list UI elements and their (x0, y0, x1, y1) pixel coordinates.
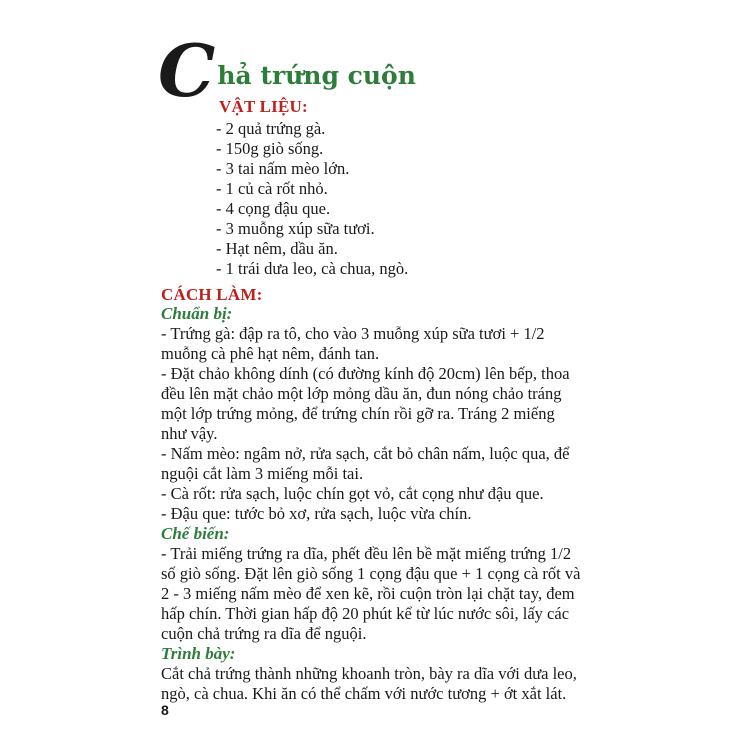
prep-line: - Cà rốt: rửa sạch, luộc chín gọt vỏ, cắt cọng như đậu que. (161, 484, 544, 503)
prep-heading: Chuẩn bị: (161, 304, 233, 323)
prep-line: - Đặt chảo không dính (có đường kính độ 20cm) lên bếp, thoa (161, 364, 570, 383)
cook-line: - Trải miếng trứng ra dĩa, phết đều lên bề mặt miếng trứng 1/2 (161, 544, 572, 563)
prep-line: - Nấm mèo: ngâm nở, rửa sạch, cắt bỏ chân nấm, luộc qua, để (161, 444, 570, 463)
prep-line: - Đậu que: tước bỏ xơ, rửa sạch, luộc vừa chín. (161, 504, 472, 523)
ingredient-item: - 1 trái dưa leo, cà chua, ngò. (216, 259, 409, 278)
prep-line: một lớp trứng mỏng, để trứng chín rồi gỡ ra. Tráng 2 miếng (161, 404, 555, 423)
cook-line: hấp chín. Thời gian hấp độ 20 phút kể từ lúc nước sôi, lấy các (161, 604, 570, 623)
ingredient-item: - 3 tai nấm mèo lớn. (216, 159, 350, 178)
cook-heading: Chế biến: (161, 524, 230, 543)
serve-line: ngò, cà chua. Khi ăn có thể chấm với nước tương + ớt xắt lát. (161, 684, 567, 703)
prep-line: như vậy. (161, 424, 218, 443)
prep-line: muỗng cà phê hạt nêm, đánh tan. (161, 344, 380, 363)
ingredient-item: - 3 muỗng xúp sữa tươi. (216, 219, 375, 238)
ingredient-item: - 2 quả trứng gà. (216, 119, 326, 138)
serve-line: Cắt chả trứng thành những khoanh tròn, bày ra dĩa với dưa leo, (161, 664, 577, 683)
cook-line: số giò sống. Đặt lên giò sống 1 cọng đậu que + 1 cọng cà rốt và (161, 564, 581, 583)
ingredient-item: - Hạt nêm, dầu ăn. (216, 239, 338, 258)
prep-line: - Trứng gà: đập ra tô, cho vào 3 muỗng xúp sữa tươi + 1/2 (161, 324, 545, 343)
cook-line: cuộn chả trứng ra dĩa để nguội. (161, 624, 367, 643)
serve-heading: Trình bày: (161, 644, 236, 663)
method-heading: CÁCH LÀM: (161, 285, 263, 304)
title-dropcap: C (158, 28, 216, 113)
ingredient-item: - 1 củ cà rốt nhỏ. (216, 179, 328, 198)
ingredient-item: - 150g giò sống. (216, 139, 324, 158)
cook-line: 2 - 3 miếng nấm mèo để xen kẽ, rồi cuộn tròn lại chặt tay, đem (161, 584, 575, 603)
prep-line: đều lên mặt chảo một lớp mỏng dầu ăn, đun nóng chảo tráng (161, 384, 562, 403)
page-number: 8 (161, 702, 169, 718)
ingredient-item: - 4 cọng đậu que. (216, 199, 331, 218)
prep-line: nguội cắt làm 3 miếng mỗi tai. (161, 464, 364, 483)
title-text: hả trứng cuộn (217, 61, 416, 90)
ingredients-heading: VẬT LIỆU: (219, 97, 308, 116)
